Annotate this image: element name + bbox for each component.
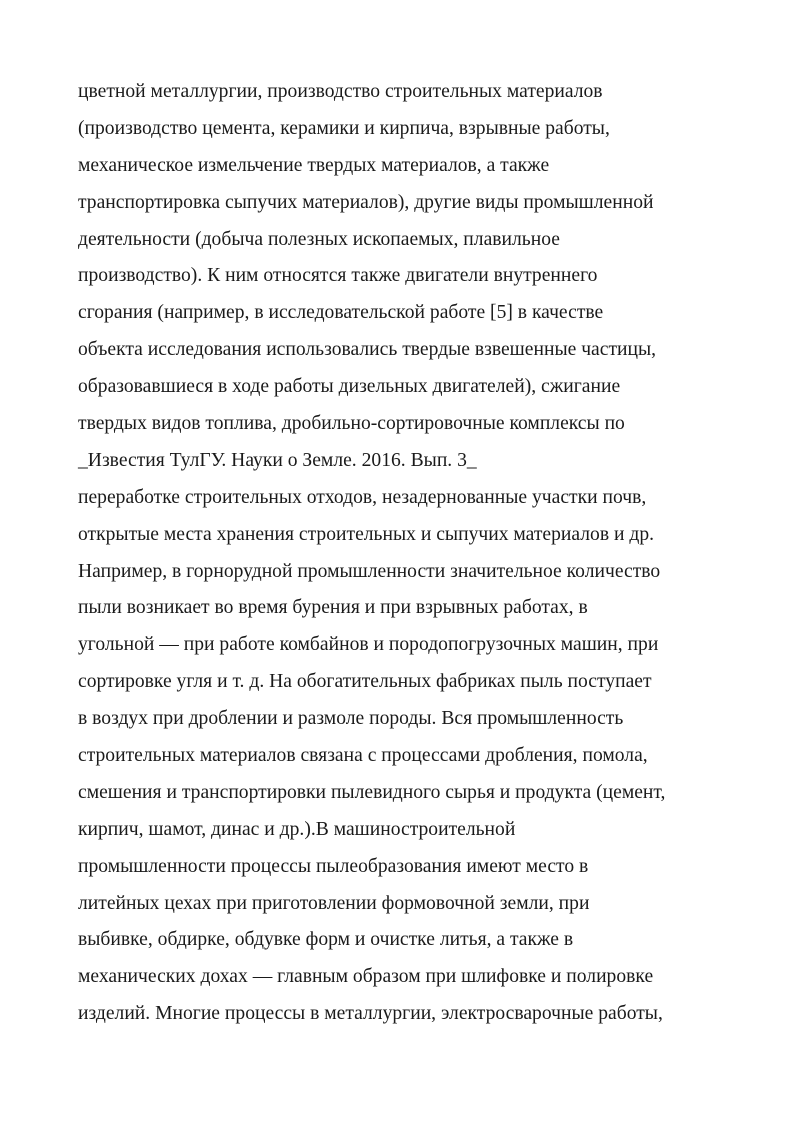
text-line: производство). К ним относятся также двигатели внутреннего xyxy=(78,265,598,287)
text-line: твердых видов топлива, дробильно-сортировочные комплексы по xyxy=(78,413,625,435)
text-line: кирпич, шамот, динас и др.).В машиностроительной xyxy=(78,818,516,840)
text-line: промышленности процессы пылеобразования имеют место в xyxy=(78,855,589,877)
text-line: транспортировка сыпучих материалов), другие виды промышленной xyxy=(78,191,654,213)
text-line: строительных материалов связана с процессами дробления, помола, xyxy=(78,745,648,767)
text-line: сортировке угля и т. д. На обогатительных фабриках пыль поступает xyxy=(78,671,652,693)
text-line: механическое измельчение твердых материалов, а также xyxy=(78,154,550,176)
text-line: Например, в горнорудной промышленности значительное количество xyxy=(78,560,661,582)
running-header: _Известия ТулГУ. Науки о Земле. 2016. Вып. 3_ xyxy=(78,449,477,471)
text-line: выбивке, обдирке, обдувке форм и очистке литья, а также в xyxy=(78,929,574,951)
text-line: изделий. Многие процессы в металлургии, электросварочные работы, xyxy=(78,1003,663,1025)
text-line: образовавшиеся в ходе работы дизельных двигателей), сжигание xyxy=(78,376,621,398)
text-line: смешения и транспортировки пылевидного сырья и продукта (цемент, xyxy=(78,781,666,803)
text-line: механических дохах — главным образом при шлифовке и полировке xyxy=(78,966,654,988)
text-line: деятельности (добыча полезных ископаемых, плавильное xyxy=(78,228,560,250)
text-line: пыли возникает во время бурения и при взрывных работах, в xyxy=(78,597,588,619)
text-line: в воздух при дроблении и размоле породы. Вся промышленность xyxy=(78,708,624,730)
text-line: открытые места хранения строительных и сыпучих материалов и др. xyxy=(78,523,655,545)
text-line: (производство цемента, керамики и кирпича, взрывные работы, xyxy=(78,117,610,139)
text-line: сгорания (например, в исследовательской работе [5] в качестве xyxy=(78,302,604,324)
text-line: литейных цехах при приготовлении формовочной земли, при xyxy=(78,892,590,914)
text-line: угольной — при работе комбайнов и породопогрузочных машин, при xyxy=(78,634,659,656)
text-line: объекта исследования использовались твердые взвешенные частицы, xyxy=(78,339,657,361)
text-line: переработке строительных отходов, незадернованные участки почв, xyxy=(78,486,647,508)
body-text xyxy=(78,74,738,1033)
text-line: цветной металлургии, производство строительных материалов xyxy=(78,81,603,102)
